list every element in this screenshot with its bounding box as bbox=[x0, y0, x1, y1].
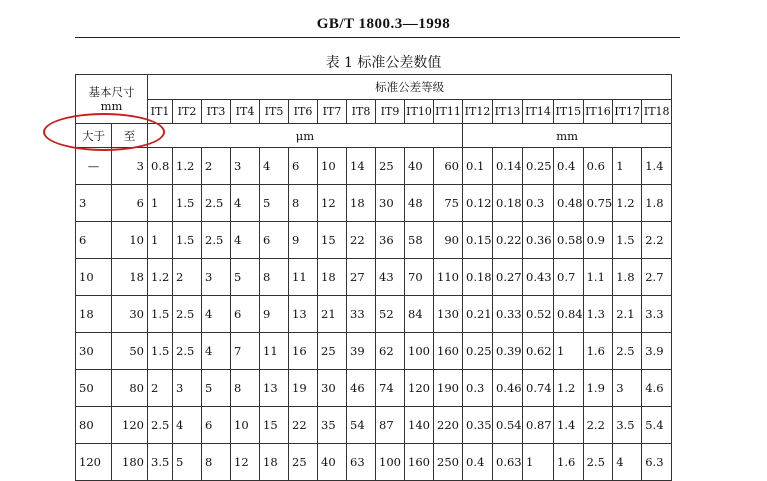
tolerance-value-cell: 48 bbox=[405, 185, 434, 222]
tolerance-value-cell: 3 bbox=[613, 370, 642, 407]
tolerance-value-cell: 0.14 bbox=[493, 148, 523, 185]
size-to-cell: 50 bbox=[112, 333, 148, 370]
tolerance-value-cell: 0.18 bbox=[493, 185, 523, 222]
grade-col-header: IT17 bbox=[613, 100, 642, 124]
tolerance-value-cell: 190 bbox=[434, 370, 463, 407]
grade-col-header: IT18 bbox=[642, 100, 672, 124]
tolerance-value-cell: 8 bbox=[202, 444, 231, 481]
tolerance-value-cell: 0.62 bbox=[523, 333, 554, 370]
tolerance-value-cell: 110 bbox=[434, 259, 463, 296]
tolerance-value-cell: 0.22 bbox=[493, 222, 523, 259]
tolerance-value-cell: 1.4 bbox=[642, 148, 672, 185]
tolerance-value-cell: 52 bbox=[376, 296, 405, 333]
tolerance-value-cell: 46 bbox=[347, 370, 376, 407]
tolerance-value-cell: 0.6 bbox=[583, 148, 613, 185]
grade-col-header: IT13 bbox=[493, 100, 523, 124]
tolerance-value-cell: 1.8 bbox=[613, 259, 642, 296]
tolerance-value-cell: 12 bbox=[318, 185, 347, 222]
tolerance-value-cell: 2.7 bbox=[642, 259, 672, 296]
tolerance-value-cell: 90 bbox=[434, 222, 463, 259]
tolerance-value-cell: 5.4 bbox=[642, 407, 672, 444]
tolerance-value-cell: 2 bbox=[202, 148, 231, 185]
tolerance-value-cell: 1.5 bbox=[148, 296, 173, 333]
basic-size-header: 基本尺寸 bbox=[88, 85, 135, 99]
tolerance-value-cell: 6 bbox=[289, 148, 318, 185]
tolerance-value-cell: 4 bbox=[173, 407, 202, 444]
table-row bbox=[76, 407, 672, 444]
table-caption: 表 1 标准公差数值 bbox=[325, 55, 442, 71]
tolerance-value-cell: 4 bbox=[202, 296, 231, 333]
tolerance-value-cell: 3 bbox=[202, 259, 231, 296]
tolerance-value-cell: 140 bbox=[405, 407, 434, 444]
tolerance-value-cell: 100 bbox=[376, 444, 405, 481]
tolerance-value-cell: 1.1 bbox=[583, 259, 613, 296]
tolerance-value-cell: 1.6 bbox=[583, 333, 613, 370]
tolerance-value-cell: 0.18 bbox=[463, 259, 493, 296]
tolerance-value-cell: 1.8 bbox=[642, 185, 672, 222]
grade-header: 标准公差等级 bbox=[148, 75, 672, 100]
tolerance-value-cell: 0.46 bbox=[493, 370, 523, 407]
tolerance-value-cell: 0.3 bbox=[523, 185, 554, 222]
to-header: 至 bbox=[112, 124, 148, 148]
tolerance-value-cell: 0.74 bbox=[523, 370, 554, 407]
tolerance-value-cell: 6 bbox=[202, 407, 231, 444]
tolerance-value-cell: 130 bbox=[434, 296, 463, 333]
tolerance-value-cell: 1.6 bbox=[554, 444, 584, 481]
tolerance-value-cell: 84 bbox=[405, 296, 434, 333]
tolerance-value-cell: 1.2 bbox=[554, 370, 584, 407]
tolerance-value-cell: 1.2 bbox=[173, 148, 202, 185]
size-over-cell: 30 bbox=[76, 333, 112, 370]
tolerance-value-cell: 220 bbox=[434, 407, 463, 444]
tolerance-value-cell: 22 bbox=[347, 222, 376, 259]
tolerance-value-cell: 70 bbox=[405, 259, 434, 296]
tolerance-value-cell: 0.39 bbox=[493, 333, 523, 370]
tolerance-value-cell: 120 bbox=[405, 370, 434, 407]
tolerance-value-cell: 0.43 bbox=[523, 259, 554, 296]
tolerance-value-cell: 3 bbox=[231, 148, 260, 185]
tolerance-table bbox=[75, 74, 672, 481]
tolerance-value-cell: 5 bbox=[231, 259, 260, 296]
grade-col-header: IT7 bbox=[318, 100, 347, 124]
tolerance-value-cell: 18 bbox=[347, 185, 376, 222]
size-to-cell: 80 bbox=[112, 370, 148, 407]
tolerance-value-cell: 0.15 bbox=[463, 222, 493, 259]
tolerance-value-cell: 54 bbox=[347, 407, 376, 444]
unit-um-header: μm bbox=[148, 124, 463, 148]
tolerance-value-cell: 14 bbox=[347, 148, 376, 185]
tolerance-value-cell: 0.33 bbox=[493, 296, 523, 333]
size-to-cell: 180 bbox=[112, 444, 148, 481]
tolerance-value-cell: 12 bbox=[231, 444, 260, 481]
grade-col-header: IT2 bbox=[173, 100, 202, 124]
tolerance-value-cell: 0.8 bbox=[148, 148, 173, 185]
tolerance-value-cell: 36 bbox=[376, 222, 405, 259]
tolerance-value-cell: 100 bbox=[405, 333, 434, 370]
grade-col-header: IT6 bbox=[289, 100, 318, 124]
table-row bbox=[76, 370, 672, 407]
tolerance-value-cell: 2.5 bbox=[613, 333, 642, 370]
size-over-cell: 3 bbox=[76, 185, 112, 222]
tolerance-value-cell: 1.5 bbox=[613, 222, 642, 259]
tolerance-value-cell: 4 bbox=[260, 148, 289, 185]
tolerance-value-cell: 16 bbox=[289, 333, 318, 370]
size-to-cell: 10 bbox=[112, 222, 148, 259]
tolerance-value-cell: 7 bbox=[231, 333, 260, 370]
tolerance-value-cell: 0.75 bbox=[583, 185, 613, 222]
tolerance-value-cell: 40 bbox=[405, 148, 434, 185]
tolerance-value-cell: 2.5 bbox=[148, 407, 173, 444]
table-row bbox=[76, 296, 672, 333]
basic-size-header-cell bbox=[76, 75, 148, 124]
table-row bbox=[76, 444, 672, 481]
tolerance-value-cell: 0.35 bbox=[463, 407, 493, 444]
tolerance-value-cell: 21 bbox=[318, 296, 347, 333]
tolerance-value-cell: 4 bbox=[231, 222, 260, 259]
size-over-cell: — bbox=[76, 148, 112, 185]
tolerance-value-cell: 2.5 bbox=[202, 185, 231, 222]
unit-mm-header: mm bbox=[463, 124, 672, 148]
tolerance-value-cell: 10 bbox=[318, 148, 347, 185]
tolerance-value-cell: 2 bbox=[148, 370, 173, 407]
tolerance-value-cell: 0.27 bbox=[493, 259, 523, 296]
tolerance-value-cell: 9 bbox=[260, 296, 289, 333]
size-over-cell: 50 bbox=[76, 370, 112, 407]
size-over-cell: 120 bbox=[76, 444, 112, 481]
tolerance-value-cell: 63 bbox=[347, 444, 376, 481]
tolerance-value-cell: 0.52 bbox=[523, 296, 554, 333]
size-to-cell: 120 bbox=[112, 407, 148, 444]
table-row bbox=[76, 259, 672, 296]
standard-number-header: GB/T 1800.3—1998 bbox=[316, 16, 451, 32]
tolerance-value-cell: 25 bbox=[289, 444, 318, 481]
tolerance-value-cell: 1.5 bbox=[173, 222, 202, 259]
tolerance-value-cell: 25 bbox=[376, 148, 405, 185]
tolerance-value-cell: 1.3 bbox=[583, 296, 613, 333]
tolerance-value-cell: 0.4 bbox=[463, 444, 493, 481]
tolerance-value-cell: 62 bbox=[376, 333, 405, 370]
tolerance-value-cell: 2.1 bbox=[613, 296, 642, 333]
tolerance-value-cell: 75 bbox=[434, 185, 463, 222]
table-row bbox=[76, 185, 672, 222]
grade-col-header: IT5 bbox=[260, 100, 289, 124]
tolerance-value-cell: 1.2 bbox=[613, 185, 642, 222]
tolerance-value-cell: 5 bbox=[260, 185, 289, 222]
tolerance-value-cell: 3.3 bbox=[642, 296, 672, 333]
grade-col-header: IT1 bbox=[148, 100, 173, 124]
size-over-cell: 6 bbox=[76, 222, 112, 259]
tolerance-value-cell: 5 bbox=[173, 444, 202, 481]
tolerance-value-cell: 11 bbox=[260, 333, 289, 370]
tolerance-value-cell: 1.5 bbox=[173, 185, 202, 222]
tolerance-value-cell: 40 bbox=[318, 444, 347, 481]
header-divider bbox=[75, 37, 680, 38]
grade-col-header: IT8 bbox=[347, 100, 376, 124]
table-row bbox=[76, 222, 672, 259]
tolerance-value-cell: 35 bbox=[318, 407, 347, 444]
tolerance-value-cell: 1.4 bbox=[554, 407, 584, 444]
tolerance-value-cell: 1.2 bbox=[148, 259, 173, 296]
tolerance-value-cell: 1 bbox=[523, 444, 554, 481]
tolerance-value-cell: 19 bbox=[289, 370, 318, 407]
table-row bbox=[76, 148, 672, 185]
tolerance-value-cell: 2.5 bbox=[173, 333, 202, 370]
tolerance-value-cell: 3.5 bbox=[613, 407, 642, 444]
tolerance-value-cell: 0.1 bbox=[463, 148, 493, 185]
size-over-cell: 18 bbox=[76, 296, 112, 333]
tolerance-value-cell: 0.4 bbox=[554, 148, 584, 185]
tolerance-value-cell: 11 bbox=[289, 259, 318, 296]
tolerance-value-cell: 0.84 bbox=[554, 296, 584, 333]
tolerance-value-cell: 25 bbox=[318, 333, 347, 370]
tolerance-value-cell: 0.58 bbox=[554, 222, 584, 259]
size-to-cell: 30 bbox=[112, 296, 148, 333]
tolerance-value-cell: 8 bbox=[260, 259, 289, 296]
over-header: 大于 bbox=[76, 124, 112, 148]
tolerance-value-cell: 6.3 bbox=[642, 444, 672, 481]
tolerance-value-cell: 6 bbox=[260, 222, 289, 259]
tolerance-value-cell: 10 bbox=[231, 407, 260, 444]
tolerance-value-cell: 18 bbox=[318, 259, 347, 296]
tolerance-value-cell: 0.87 bbox=[523, 407, 554, 444]
tolerance-value-cell: 160 bbox=[434, 333, 463, 370]
table-row bbox=[76, 333, 672, 370]
tolerance-value-cell: 4 bbox=[231, 185, 260, 222]
size-over-cell: 10 bbox=[76, 259, 112, 296]
tolerance-value-cell: 0.25 bbox=[523, 148, 554, 185]
grade-col-header: IT10 bbox=[405, 100, 434, 124]
tolerance-value-cell: 4 bbox=[613, 444, 642, 481]
tolerance-value-cell: 15 bbox=[260, 407, 289, 444]
tolerance-value-cell: 18 bbox=[260, 444, 289, 481]
tolerance-value-cell: 0.48 bbox=[554, 185, 584, 222]
tolerance-value-cell: 33 bbox=[347, 296, 376, 333]
tolerance-value-cell: 0.7 bbox=[554, 259, 584, 296]
tolerance-value-cell: 22 bbox=[289, 407, 318, 444]
grade-col-header: IT12 bbox=[463, 100, 493, 124]
grade-col-header: IT14 bbox=[523, 100, 554, 124]
tolerance-value-cell: 1.9 bbox=[583, 370, 613, 407]
tolerance-value-cell: 0.9 bbox=[583, 222, 613, 259]
tolerance-value-cell: 250 bbox=[434, 444, 463, 481]
tolerance-value-cell: 3.5 bbox=[148, 444, 173, 481]
grade-col-header: IT16 bbox=[583, 100, 613, 124]
tolerance-value-cell: 4.6 bbox=[642, 370, 672, 407]
basic-size-unit: mm bbox=[100, 99, 123, 113]
tolerance-value-cell: 43 bbox=[376, 259, 405, 296]
tolerance-value-cell: 15 bbox=[318, 222, 347, 259]
tolerance-value-cell: 0.3 bbox=[463, 370, 493, 407]
tolerance-value-cell: 8 bbox=[289, 185, 318, 222]
tolerance-value-cell: 4 bbox=[202, 333, 231, 370]
tolerance-value-cell: 1 bbox=[148, 222, 173, 259]
tolerance-value-cell: 0.21 bbox=[463, 296, 493, 333]
tolerance-value-cell: 1 bbox=[148, 185, 173, 222]
grade-col-header: IT4 bbox=[231, 100, 260, 124]
tolerance-value-cell: 9 bbox=[289, 222, 318, 259]
tolerance-value-cell: 2.2 bbox=[642, 222, 672, 259]
grade-col-header: IT9 bbox=[376, 100, 405, 124]
tolerance-value-cell: 3 bbox=[173, 370, 202, 407]
tolerance-value-cell: 30 bbox=[376, 185, 405, 222]
tolerance-value-cell: 8 bbox=[231, 370, 260, 407]
size-over-cell: 80 bbox=[76, 407, 112, 444]
tolerance-value-cell: 0.54 bbox=[493, 407, 523, 444]
tolerance-value-cell: 87 bbox=[376, 407, 405, 444]
tolerance-value-cell: 1.5 bbox=[148, 333, 173, 370]
tolerance-value-cell: 2.2 bbox=[583, 407, 613, 444]
tolerance-value-cell: 74 bbox=[376, 370, 405, 407]
tolerance-value-cell: 6 bbox=[231, 296, 260, 333]
tolerance-value-cell: 13 bbox=[260, 370, 289, 407]
tolerance-value-cell: 60 bbox=[434, 148, 463, 185]
size-to-cell: 3 bbox=[112, 148, 148, 185]
tolerance-value-cell: 1 bbox=[613, 148, 642, 185]
tolerance-value-cell: 3.9 bbox=[642, 333, 672, 370]
tolerance-value-cell: 0.63 bbox=[493, 444, 523, 481]
size-to-cell: 18 bbox=[112, 259, 148, 296]
tolerance-value-cell: 30 bbox=[318, 370, 347, 407]
tolerance-value-cell: 5 bbox=[202, 370, 231, 407]
tolerance-value-cell: 2.5 bbox=[202, 222, 231, 259]
tolerance-value-cell: 0.36 bbox=[523, 222, 554, 259]
grade-col-header: IT15 bbox=[554, 100, 584, 124]
tolerance-value-cell: 2.5 bbox=[173, 296, 202, 333]
tolerance-value-cell: 39 bbox=[347, 333, 376, 370]
tolerance-value-cell: 2 bbox=[173, 259, 202, 296]
tolerance-value-cell: 0.12 bbox=[463, 185, 493, 222]
grade-col-header: IT3 bbox=[202, 100, 231, 124]
grade-col-header: IT11 bbox=[434, 100, 463, 124]
size-to-cell: 6 bbox=[112, 185, 148, 222]
tolerance-value-cell: 160 bbox=[405, 444, 434, 481]
tolerance-value-cell: 0.25 bbox=[463, 333, 493, 370]
tolerance-value-cell: 13 bbox=[289, 296, 318, 333]
tolerance-value-cell: 58 bbox=[405, 222, 434, 259]
tolerance-value-cell: 27 bbox=[347, 259, 376, 296]
tolerance-value-cell: 1 bbox=[554, 333, 584, 370]
tolerance-value-cell: 2.5 bbox=[583, 444, 613, 481]
